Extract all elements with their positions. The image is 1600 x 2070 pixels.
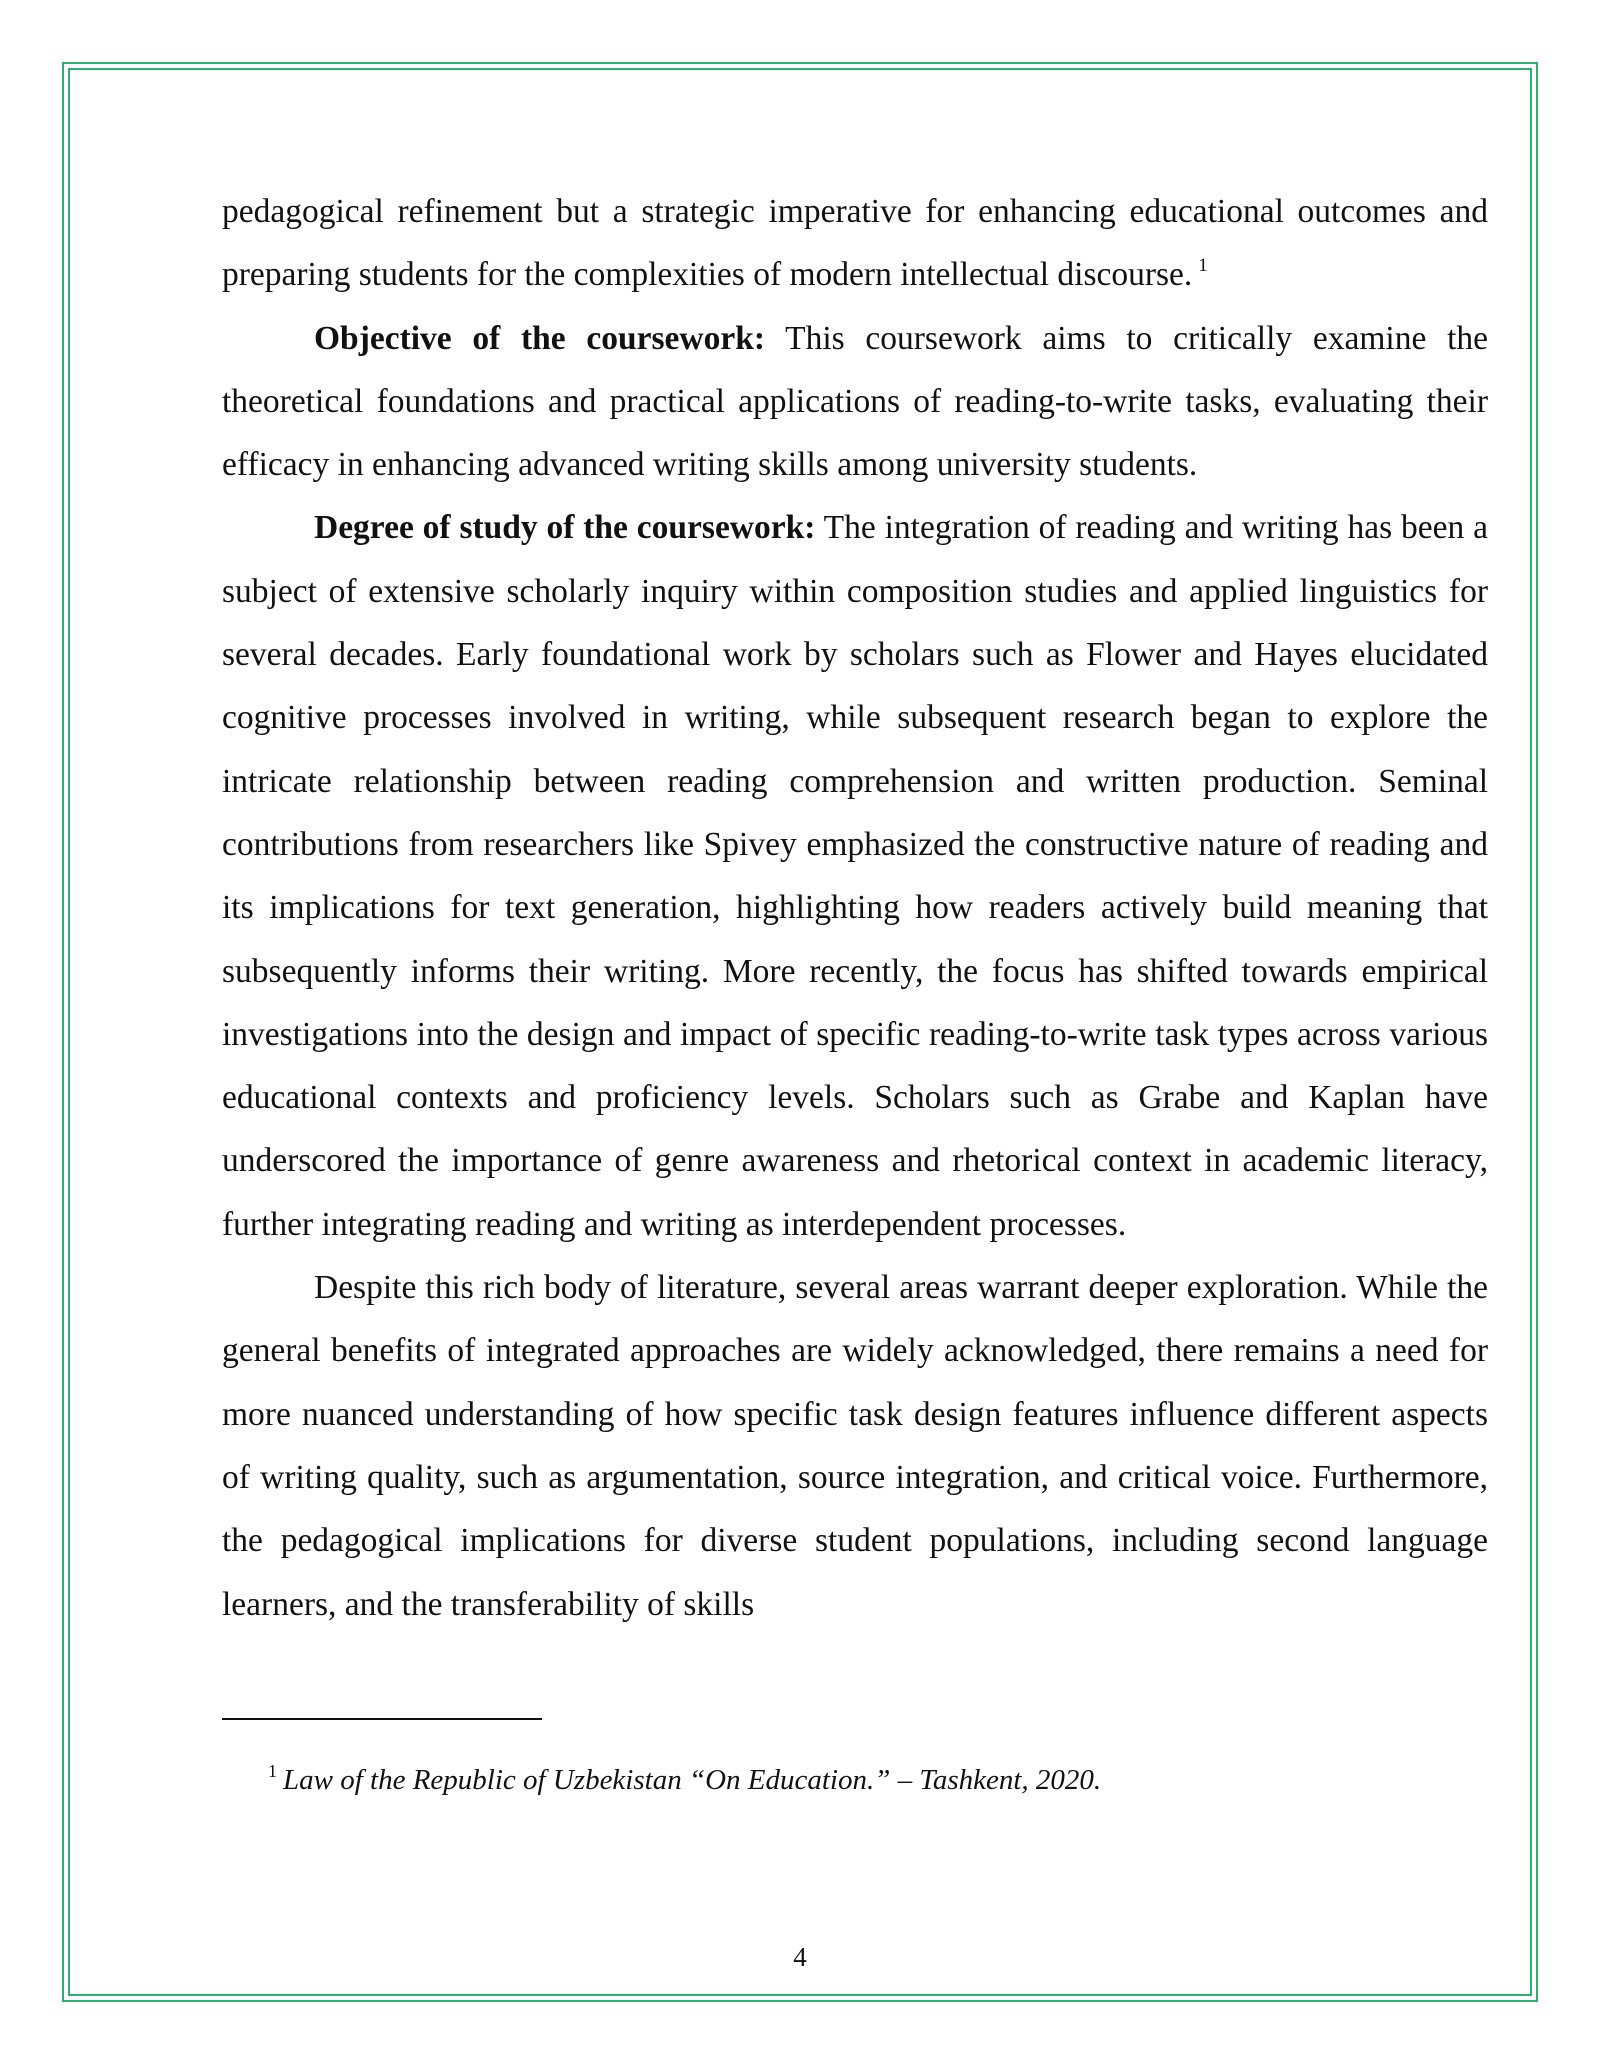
paragraph-text: Despite this rich body of literature, several areas warrant deeper exploration. While the general benefits of integrated approaches are widely acknowledged, there remains a need for more nuanced understanding of how specific task design features influence different aspects of writing quality, such as argumentation, source integration, and critical voice. Furthermore, the pedagogical implications for diverse student populations, including second language learners, and the transferability of skills: [222, 1269, 1488, 1623]
objective-text: This coursework aims to critically examine the theoretical foundations and practical applications of reading-to-write tasks, evaluating their efficacy in enhancing advanced writing skills among university students.: [222, 319, 1488, 484]
footnote-reference[interactable]: 1: [1198, 255, 1208, 277]
objective-heading: Objective of the coursework:: [314, 319, 765, 357]
degree-of-study-text: The integration of reading and writing has been a subject of extensive scholarly inquiry within composition studies and applied linguistics for several decades. Early foundational work by scholars such as Flower and Hayes elucidated cognitive processes involved in writing, while subsequent research began to explore the intricate relationship between reading comprehension and written production. Seminal contributions from researchers like Spivey emphasized the constructive nature of reading and its implications for text generation, highlighting how readers actively build meaning that subsequently informs their writing. More recently, the focus has shifted towards empirical investigations into the design and impact of specific reading-to-write task types across various educational contexts and proficiency levels. Scholars such as Grabe and Kaplan have underscored the importance of genre awareness and rhetorical context in academic literacy, further integrating reading and writing as interdependent processes.: [222, 509, 1488, 1243]
footnote-text: Law of the Republic of Uzbekistan “On Education.” – Tashkent, 2020.: [283, 1764, 1102, 1796]
paragraph-despite: [222, 1256, 1488, 1636]
paragraph-continuation: [222, 180, 1488, 307]
paragraph-text: pedagogical refinement but a strategic imperative for enhancing educational outcomes and preparing students for the complexities of modern intellectual discourse.: [222, 193, 1488, 294]
footnote-marker: 1: [268, 1761, 277, 1781]
page-number: 4: [793, 1942, 807, 1972]
paragraph-degree-of-study: [222, 496, 1488, 1256]
paragraph-objective: [222, 307, 1488, 497]
degree-of-study-heading: Degree of study of the coursework:: [314, 509, 816, 547]
footnote: [268, 1760, 1468, 1800]
footnote-separator: [222, 1718, 542, 1720]
body-text: [222, 180, 1488, 1636]
